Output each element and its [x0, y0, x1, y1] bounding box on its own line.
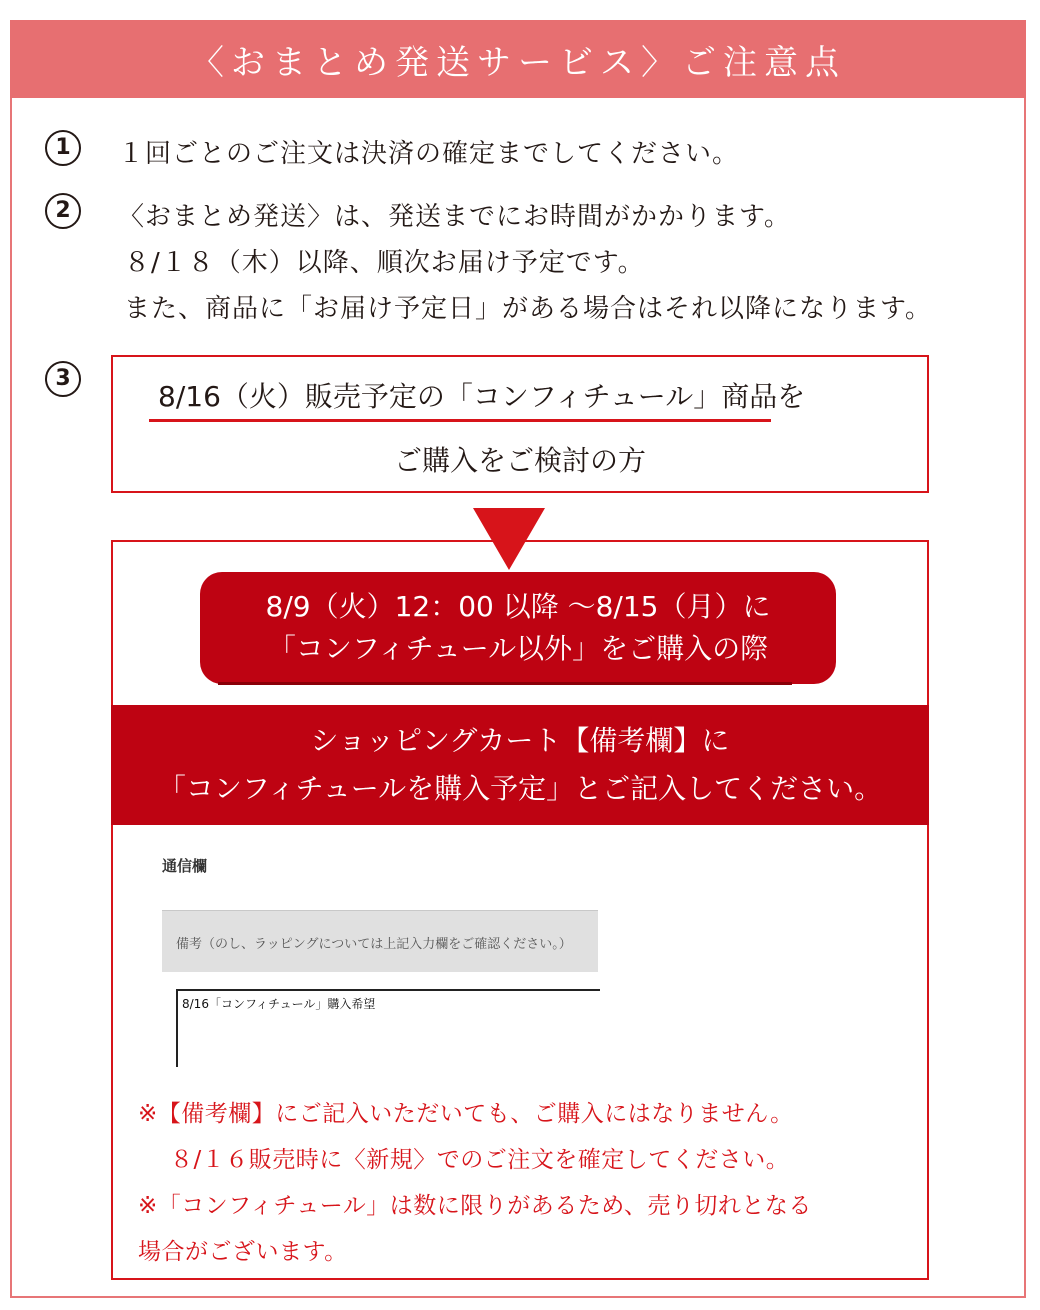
period-callout	[200, 572, 836, 684]
target-customer-box	[111, 355, 929, 493]
instruction-line-2: 「コンフィチュールを購入予定」とご記入してください。	[157, 772, 883, 805]
form-sample-textarea: 8/16「コンフィチュール」購入希望	[176, 989, 600, 1067]
period-line-1: 8/9（火）12：00 以降 ～8/15（月）に	[265, 590, 771, 623]
instruction-band	[111, 705, 929, 825]
number-badge-3: 3	[45, 361, 81, 397]
note-2: ８/１６販売時に〈新規〉でのご注文を確定してください。	[170, 1147, 790, 1173]
callout-underline	[218, 682, 792, 685]
number-badge-1: 1	[45, 130, 81, 166]
page-title: 〈おまとめ発送サービス〉ご注意点	[190, 42, 846, 83]
note-1: ※【備考欄】にご記入いただいても、ご購入にはなりません。	[138, 1101, 794, 1127]
note-4: 場合がございます。	[138, 1239, 348, 1265]
number-badge-2: 2	[45, 193, 81, 229]
item-2-line-1: 〈おまとめ発送〉は、発送までにお時間がかかります。	[118, 202, 791, 232]
instruction-line-1: ショッピングカート【備考欄】に	[310, 724, 730, 757]
period-line-2: 「コンフィチュール以外」をご購入の際	[267, 632, 769, 665]
target-line-2: ご購入をご検討の方	[393, 444, 646, 477]
target-line-1: 8/16（火）販売予定の「コンフィチュール」商品を	[158, 380, 806, 413]
note-3: ※「コンフィチュール」は数に限りがあるため、売り切れとなる	[138, 1193, 812, 1219]
form-sample-title: 通信欄	[162, 857, 208, 875]
header-banner	[10, 20, 1026, 98]
item-2-line-2: ８/１８（木）以降、順次お届け予定です。	[124, 248, 645, 278]
item-2-line-3: また、商品に「お届け予定日」がある場合はそれ以降になります。	[124, 294, 932, 324]
target-underline	[149, 419, 771, 422]
item-1-text: １回ごとのご注文は決済の確定までしてください。	[118, 139, 740, 169]
form-sample-label: 備考（のし、ラッピングについては上記入力欄をご確認ください。）	[162, 910, 598, 972]
